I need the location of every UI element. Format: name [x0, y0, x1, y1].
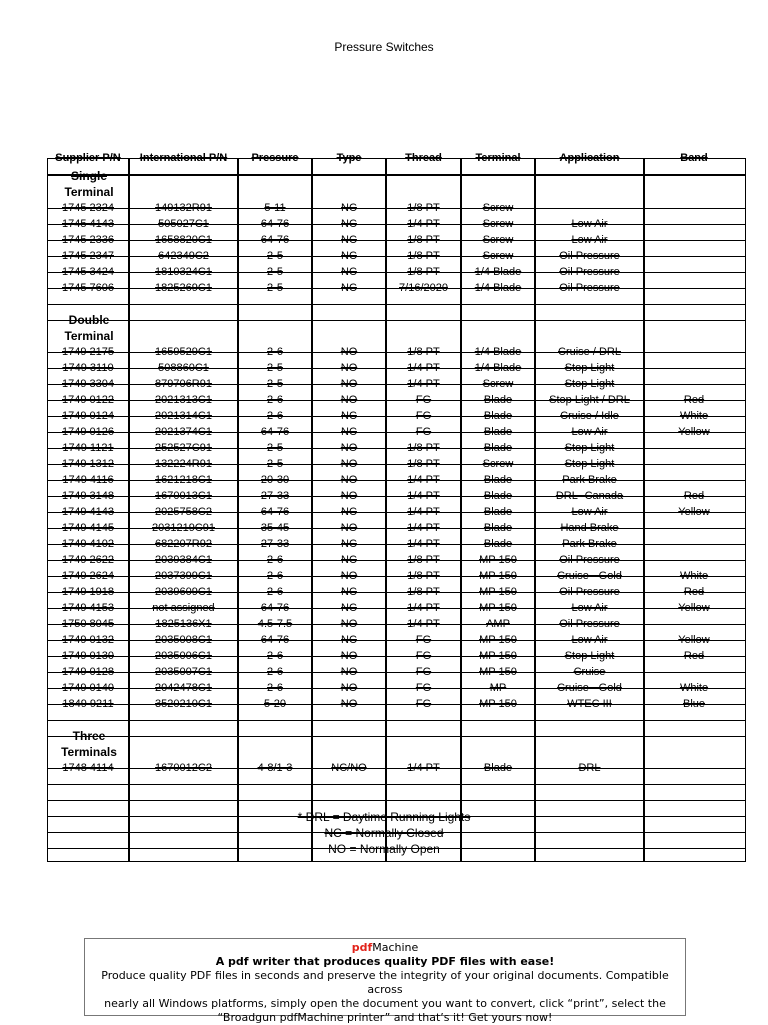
table-cell: 1749 4145 — [62, 522, 114, 534]
table-cell: NO — [340, 698, 358, 710]
table-cell: AMP — [486, 618, 510, 630]
column-header: Thread — [405, 152, 442, 164]
table-cell: Blade — [483, 762, 513, 774]
note-no: NO = Normally Open — [328, 842, 440, 856]
table-cell: Screw — [482, 378, 514, 390]
table-cell: 2-5 — [267, 458, 283, 470]
table-cell: 1849 9211 — [62, 698, 114, 710]
table-cell: Low Air — [571, 634, 608, 646]
table-cell: NC — [341, 554, 357, 566]
table-cell: 64-76 — [260, 602, 290, 614]
table-cell: Low Air — [571, 218, 608, 230]
table-cell: 64-76 — [260, 426, 290, 438]
table-cell: Oil Pressure — [559, 266, 620, 278]
table-cell: Yellow — [678, 634, 710, 646]
table-cell: 27-33 — [260, 538, 290, 550]
table-cell: 2-6 — [267, 586, 283, 598]
note-drl: * DRL = Daytime Running Lights — [297, 810, 471, 824]
ad-brand-prefix: pdf — [351, 941, 373, 954]
table-cell: Red — [683, 490, 705, 502]
table-cell: 1749 1918 — [62, 586, 114, 598]
table-cell: NC — [341, 538, 357, 550]
table-cell: 2-5 — [267, 282, 283, 294]
table-cell: 2-6 — [267, 666, 283, 678]
table-cell: 1/4 PT — [407, 378, 440, 390]
table-cell: Blade — [483, 474, 513, 486]
table-cell: 2035008C1 — [155, 634, 212, 646]
section-label-line-2: Terminals — [61, 745, 117, 759]
table-cell: NO — [340, 362, 358, 374]
column-header: Type — [336, 152, 362, 164]
section-label — [49, 312, 129, 344]
table-cell: 2021314C1 — [155, 410, 212, 422]
table-cell: 5-20 — [263, 698, 287, 710]
table-cell: Yellow — [678, 426, 710, 438]
table-cell: NC — [341, 266, 357, 278]
table-cell: NO — [340, 666, 358, 678]
table-cell: Stop Light / DRL — [549, 394, 630, 406]
table-cell: 1745 3424 — [62, 266, 114, 278]
table-cell: 3520210C1 — [155, 698, 212, 710]
table-cell: 2035006C1 — [155, 650, 212, 662]
table-cell: 1810324C1 — [155, 266, 212, 278]
table-cell: Stop Light — [564, 378, 615, 390]
table-cell: NC — [341, 218, 357, 230]
table-cell: NC — [341, 410, 357, 422]
table-cell: Oil Pressure — [559, 618, 620, 630]
table-cell: MP 150 — [479, 586, 517, 598]
table-cell: NO — [340, 682, 358, 694]
table-cell: 1749 2175 — [62, 346, 114, 358]
table-cell: NO — [340, 522, 358, 534]
table-cell: 1/4 PT — [407, 506, 440, 518]
table-cell: 1/4 PT — [407, 490, 440, 502]
table-cell: Blade — [483, 506, 513, 518]
table-cell: 1745 7606 — [62, 282, 114, 294]
table-cell: 1749 0140 — [62, 682, 114, 694]
ad-body-line-1: Produce quality PDF files in seconds and preserve the integrity of your original documents. Compatible across — [101, 969, 669, 996]
table-cell: 2-5 — [267, 266, 283, 278]
table-cell: 35-45 — [260, 522, 290, 534]
table-cell: Red — [683, 650, 705, 662]
table-cell: MP 150 — [479, 602, 517, 614]
table-cell: NC — [341, 506, 357, 518]
table-cell: Park Brake — [562, 474, 617, 486]
table-cell: 64-76 — [260, 234, 290, 246]
table-cell: 1749 3304 — [62, 378, 114, 390]
table-cell: 2-6 — [267, 570, 283, 582]
table-cell: not assigned — [152, 602, 215, 614]
table-cell: NO — [340, 458, 358, 470]
table-cell: 1749 2622 — [62, 554, 114, 566]
table-cell: 1659529C1 — [155, 346, 212, 358]
table-cell: MP 150 — [479, 634, 517, 646]
table-cell: 1749 4153 — [62, 602, 114, 614]
table-cell: 2025758C2 — [155, 506, 212, 518]
table-cell: 1745 2347 — [62, 250, 114, 262]
table-cell: 1749 1312 — [62, 458, 114, 470]
table-cell: NO — [340, 570, 358, 582]
table-cell: 1/4 Blade — [474, 362, 522, 374]
table-cell: 149132R91 — [155, 202, 212, 214]
table-cell: Blade — [483, 394, 513, 406]
table-cell: 1749 3148 — [62, 490, 114, 502]
pressure-switch-table — [47, 152, 746, 862]
table-cell: Cruise - Gold — [557, 570, 622, 582]
table-cell: 2-6 — [267, 554, 283, 566]
table-cell: 2035007C1 — [155, 666, 212, 678]
table-cell: 2021374C1 — [155, 426, 212, 438]
section-label — [49, 728, 129, 760]
table-cell: Park Brake — [562, 538, 617, 550]
table-cell: 1/8 PT — [407, 266, 440, 278]
column-header: International P/N — [139, 152, 228, 164]
table-cell: 1749 4102 — [62, 538, 114, 550]
section-label — [49, 168, 129, 200]
table-cell: 1749 0124 — [62, 410, 114, 422]
table-cell: White — [679, 570, 709, 582]
table-cell: 1/4 PT — [407, 602, 440, 614]
table-cell: WTEC III — [567, 698, 612, 710]
table-cell: MP — [489, 682, 507, 694]
table-cell: MP 150 — [479, 554, 517, 566]
table-cell: NC — [341, 234, 357, 246]
table-cell: NO — [340, 442, 358, 454]
ad-body-line-3: “Broadgun pdfMachine printer” and that’s it! Get yours now! — [217, 1011, 553, 1024]
table-cell: 2-6 — [267, 682, 283, 694]
table-cell: Yellow — [678, 602, 710, 614]
table-cell: NC — [341, 202, 357, 214]
table-cell: 1749 4143 — [62, 506, 114, 518]
table-cell: 2-5 — [267, 442, 283, 454]
table-cell: 132224R91 — [155, 458, 212, 470]
table-cell: 1749 4116 — [62, 474, 114, 486]
table-cell: Low Air — [571, 602, 608, 614]
table-cell: NO — [340, 490, 358, 502]
column-header: Pressure — [251, 152, 299, 164]
table-cell: 2-5 — [267, 250, 283, 262]
column-header: Application — [559, 152, 620, 164]
table-cell: Screw — [482, 218, 514, 230]
table-cell: NC — [341, 282, 357, 294]
table-cell: Oil Pressure — [559, 586, 620, 598]
table-cell: Cruise / DRL — [558, 346, 621, 358]
table-cell: Low Air — [571, 234, 608, 246]
pdfmachine-ad-box — [84, 938, 686, 1024]
table-cell: White — [679, 682, 709, 694]
table-cell: Cruise / Idle — [560, 410, 619, 422]
table-cell: 1825269C1 — [155, 282, 212, 294]
table-cell: Screw — [482, 250, 514, 262]
page-title: Pressure Switches — [334, 40, 434, 54]
table-cell: Red — [683, 586, 705, 598]
table-cell: Blue — [682, 698, 706, 710]
table-cell: FG — [415, 634, 432, 646]
row-divider — [47, 784, 746, 785]
ad-brand-suffix: Machine — [372, 941, 419, 954]
table-cell: 64-76 — [260, 506, 290, 518]
table-cell: FG — [415, 410, 432, 422]
table-cell: Yellow — [678, 506, 710, 518]
table-cell: 5-11 — [264, 202, 286, 214]
table-cell: Blade — [483, 410, 513, 422]
table-cell: 252527C91 — [155, 442, 212, 454]
table-cell: FG — [415, 650, 432, 662]
table-cell: MP 150 — [479, 666, 517, 678]
table-cell: FG — [415, 426, 432, 438]
table-cell: 1/8 PT — [407, 554, 440, 566]
table-cell: 1749 0126 — [62, 426, 114, 438]
table-cell: 1/4 PT — [407, 522, 440, 534]
table-cell: 642349C2 — [158, 250, 209, 262]
table-cell: 2-5 — [267, 362, 283, 374]
table-cell: 27-33 — [260, 490, 290, 502]
table-cell: 1/4 PT — [407, 474, 440, 486]
table-cell: 2-6 — [267, 394, 283, 406]
table-cell: 2-6 — [267, 650, 283, 662]
table-cell: Hand Brake — [560, 522, 619, 534]
table-cell: NO — [340, 346, 358, 358]
table-cell: 64-76 — [260, 218, 290, 230]
table-cell: 1/8 PT — [407, 458, 440, 470]
table-cell: 1749 0130 — [62, 650, 114, 662]
table-cell: NC/NO — [331, 762, 367, 774]
section-label-line-2: Terminal — [64, 329, 114, 343]
table-cell: NC — [341, 250, 357, 262]
ad-brand — [85, 941, 685, 955]
table-cell: 2039384C1 — [155, 554, 212, 566]
table-cell: Oil Pressure — [559, 282, 620, 294]
row-divider — [47, 720, 746, 721]
table-cell: 1/8 PT — [407, 234, 440, 246]
section-label-line-1: Single — [70, 169, 107, 183]
table-cell: White — [679, 410, 709, 422]
note-nc: NC = Normally Closed — [324, 826, 444, 840]
table-cell: NO — [340, 394, 358, 406]
table-cell: 1/4 PT — [407, 218, 440, 230]
table-cell: 1745 2336 — [62, 234, 114, 246]
table-cell: 1749 3110 — [62, 362, 114, 374]
table-cell: 1749 0132 — [62, 634, 114, 646]
table-cell: 1/8 PT — [407, 250, 440, 262]
table-cell: 1/4 PT — [407, 362, 440, 374]
table-cell: FG — [415, 682, 432, 694]
table-cell: NC — [341, 602, 357, 614]
table-cell: 1658820C1 — [155, 234, 212, 246]
table-cell: NO — [340, 378, 358, 390]
column-header: Terminal — [475, 152, 521, 164]
table-cell: FG — [415, 666, 432, 678]
table-cell: 1/8 PT — [407, 202, 440, 214]
table-cell: Blade — [483, 490, 513, 502]
table-cell: Red — [683, 394, 705, 406]
table-cell: 2031219C91 — [151, 522, 215, 534]
table-cell: Stop Light — [564, 650, 615, 662]
table-cell: Screw — [482, 202, 514, 214]
table-cell: 879706R91 — [155, 378, 212, 390]
table-cell: 1749 2624 — [62, 570, 114, 582]
row-divider — [47, 320, 746, 321]
row-divider — [47, 304, 746, 305]
table-cell: NC — [341, 634, 357, 646]
table-cell: 1/8 PT — [407, 442, 440, 454]
table-cell: Screw — [482, 234, 514, 246]
table-cell: 1748 4114 — [62, 762, 114, 774]
table-cell: Blade — [483, 426, 513, 438]
section-label-line-2: Terminal — [64, 185, 114, 199]
table-cell: 1/4 PT — [407, 538, 440, 550]
table-cell: FG — [415, 698, 432, 710]
table-cell: 1745 4143 — [62, 218, 114, 230]
table-cell: MP 150 — [479, 650, 517, 662]
table-cell: 1/4 PT — [407, 762, 440, 774]
table-cell: NC — [341, 586, 357, 598]
table-cell: 2042478C1 — [155, 682, 212, 694]
table-cell: 2039609C1 — [155, 586, 212, 598]
table-cell: 1/8 PT — [407, 570, 440, 582]
table-cell: 20-30 — [260, 474, 290, 486]
table-cell: 1750 8045 — [62, 618, 114, 630]
table-cell: Blade — [483, 442, 513, 454]
table-cell: 64-76 — [260, 634, 290, 646]
table-cell: 508860C1 — [158, 362, 209, 374]
table-cell: NO — [340, 474, 358, 486]
table-cell: Stop Light — [564, 362, 615, 374]
table-cell: 1749 1121 — [62, 442, 114, 454]
table-cell: 1749 0128 — [62, 666, 114, 678]
table-cell: 1/8 PT — [407, 346, 440, 358]
table-cell: 2037399C1 — [155, 570, 212, 582]
table-cell: MP 150 — [479, 570, 517, 582]
table-cell: 1/4 Blade — [474, 282, 522, 294]
table-cell: 2-5 — [267, 378, 283, 390]
table-cell: NO — [340, 618, 358, 630]
table-cell: 1/4 Blade — [474, 266, 522, 278]
table-cell: 2021313C1 — [155, 394, 212, 406]
row-divider — [47, 736, 746, 737]
section-label-line-1: Three — [72, 729, 106, 743]
table-cell: 7/16/2020 — [399, 282, 448, 294]
table-cell: 1/4 Blade — [474, 346, 522, 358]
table-cell: 1749 0122 — [62, 394, 114, 406]
table-cell: DRL — [578, 762, 601, 774]
table-cell: Screw — [482, 458, 514, 470]
table-cell: 1670012C2 — [155, 762, 212, 774]
table-cell: Blade — [483, 538, 513, 550]
table-cell: 1825136X1 — [155, 618, 212, 630]
table-cell: NC — [341, 426, 357, 438]
table-cell: Low Air — [571, 506, 608, 518]
header-divider — [47, 174, 746, 176]
section-label-line-1: Double — [68, 313, 110, 327]
table-cell: 505027C1 — [158, 218, 209, 230]
table-cell: 2-6 — [267, 346, 283, 358]
ad-tagline: A pdf writer that produces quality PDF files with ease! — [215, 955, 555, 968]
table-cell: 1/8 PT — [407, 586, 440, 598]
table-cell: 4-8/1-3 — [257, 762, 293, 774]
table-cell: 1/4 PT — [407, 618, 440, 630]
table-cell: 2-6 — [267, 410, 283, 422]
table-cell: Oil Pressure — [559, 250, 620, 262]
table-cell: FG — [415, 394, 432, 406]
table-cell: Blade — [483, 522, 513, 534]
table-cell: 1670013C1 — [155, 490, 212, 502]
table-cell: DRL- Canada — [555, 490, 624, 502]
ad-body-line-2: nearly all Windows platforms, simply open the document you want to convert, click “print”, select the — [104, 997, 666, 1010]
table-cell: 1745 2324 — [62, 202, 114, 214]
table-cell: Low Air — [571, 426, 608, 438]
row-divider — [47, 800, 746, 801]
column-header: Supplier P/N — [55, 152, 121, 164]
table-cell: Cruise — [573, 666, 606, 678]
table-cell: NO — [340, 650, 358, 662]
table-cell: 4.5-7.5 — [257, 618, 293, 630]
table-cell: Oil Pressure — [559, 554, 620, 566]
table-cell: Stop Light — [564, 458, 615, 470]
table-cell: Stop Light — [564, 442, 615, 454]
table-cell: Cruise - Gold — [557, 682, 622, 694]
table-cell: 1621218C1 — [155, 474, 212, 486]
table-cell: 682207R92 — [155, 538, 212, 550]
column-header: Band — [680, 152, 708, 164]
table-cell: MP 150 — [479, 698, 517, 710]
